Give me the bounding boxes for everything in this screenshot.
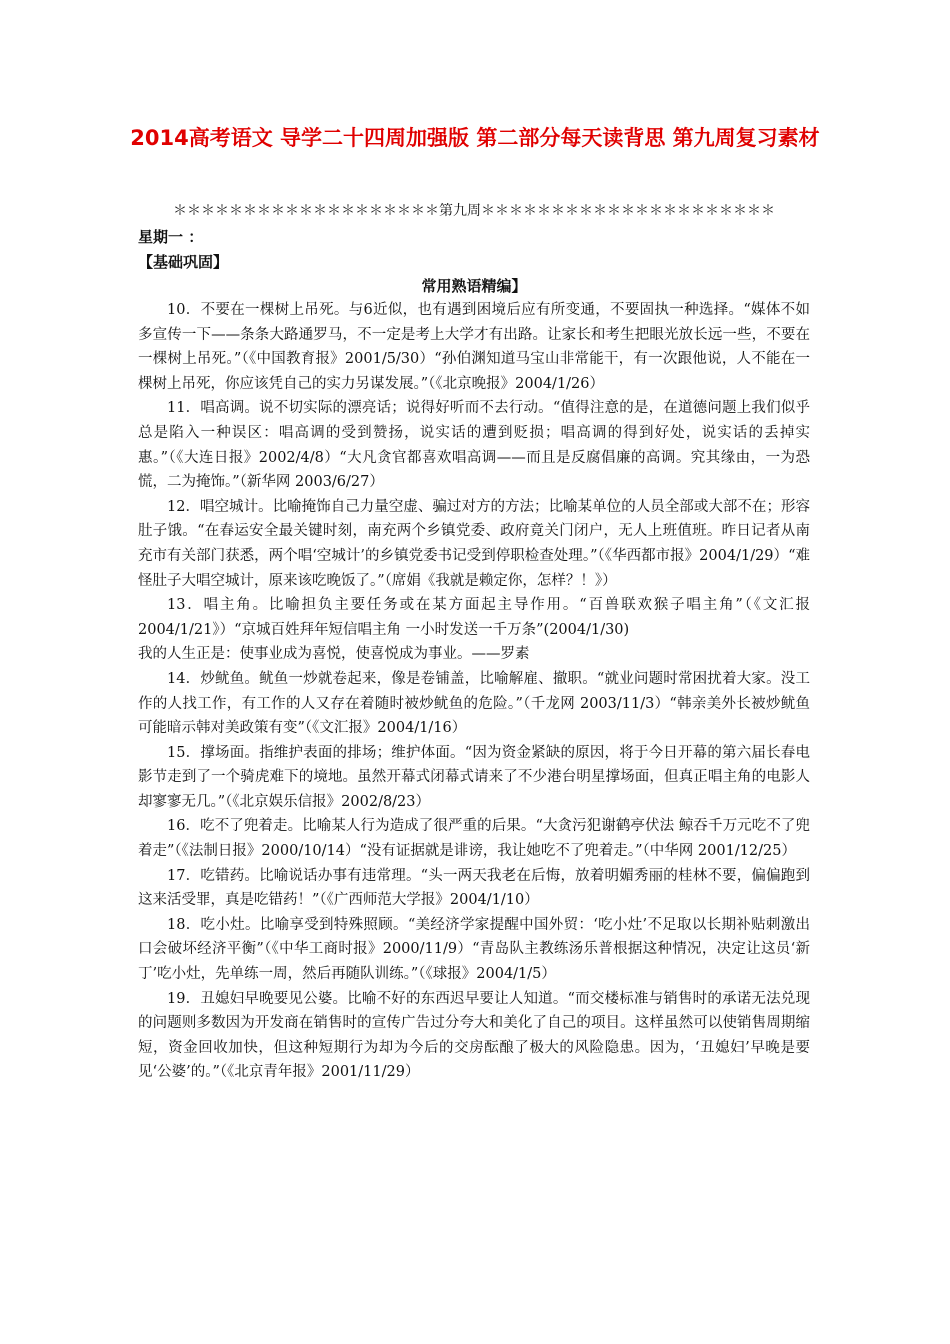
document-body [138,298,810,1085]
paragraph-idiom-15: 15．撑场面。指维护表面的排场；维护体面。“因为资金紧缺的原因，将于今日开幕的第六届长春电影节走到了一个骑虎难下的境地。虽然开幕式闭幕式请来了不少港台明星撑场面，但真正唱主角的电影人却寥寥无几。”（《北京娱乐信报》2002/8/23） [138,744,810,810]
paragraph-idiom-12: 12．唱空城计。比喻掩饰自己力量空虚、骗过对方的方法；比喻某单位的人员全部或大部不在；形容肚子饿。“在春运安全最关键时刻，南充两个乡镇党委、政府竟关门闭户，无人上班值班。昨日记者从南充市有关部门获悉，两个唱‘空城计’的乡镇党委书记受到停职检查处理。”（《华西都市报》2004/1/29）“难怪肚子大唱空城计，原来该吃晚饭了。”（席娟《我就是赖定你，怎样？！》） [138,498,810,589]
day-heading: 星期一 ： [138,228,204,246]
paragraph-idiom-18: 18．吃小灶。比喻享受到特殊照顾。“美经济学家提醒中国外贸：‘吃小灶’不足取以长期补贴刺激出口会破坏经济平衡”（《中华工商时报》2000/11/9）“青岛队主教练汤乐普根据这种情况，决定让这员‘新丁’吃小灶，先单练一周，然后再随队训练。”（《球报》2004/1/5） [138,916,810,983]
paragraph-idiom-10: 10．不要在一棵树上吊死。与6近似，也有遇到困境后应有所变通，不要固执一种选择。“媒体不如多宣传一下——条条大路通罗马，不一定是考上大学才有出路。让家长和考生把眼光放长远一些，不要在一棵树上吊死。”（《中国教育报》2001/5/30）“孙伯渊知道马宝山非常能干，有一次跟他说，人不能在一棵树上吊死，你应该凭自己的实力另谋发展。”（《北京晚报》2004/1/26） [138,302,810,392]
paragraph-idiom-17: 17．吃错药。比喻说话办事有违常理。“头一两天我老在后悔，放着明媚秀丽的桂林不要，偏偏跑到这来活受罪，真是吃错药！”（《广西师范大学报》2004/1/10） [138,867,810,909]
document-title: 2014高考语文 导学二十四周加强版 第二部分每天读背思 第九周复习素材 [130,126,820,150]
week-divider: ＊＊＊＊＊＊＊＊＊＊＊＊＊＊＊＊＊＊＊第九周＊＊＊＊＊＊＊＊＊＊＊＊＊＊＊＊＊＊＊＊＊ [173,203,775,219]
paragraph-idiom-16: 16．吃不了兜着走。比喻某人行为造成了很严重的后果。“大贪污犯谢鹤亭伏法 鲸吞千万元吃不了兜着走”（《法制日报》2000/10/14）“没有证据就是诽谤，我让她吃不了兜着走。”（中华网 2001/12/25） [138,818,810,860]
paragraph-idiom-13: 13．唱主角。比喻担负主要任务或在某方面起主导作用。“百兽联欢猴子唱主角”（《文汇报 2004/1/21》）“京城百姓拜年短信唱主角 一小时发送一千万条”(2004/1/30) [138,597,810,638]
paragraph-idiom-14: 14．炒鱿鱼。鱿鱼一炒就卷起来，像是卷铺盖，比喻解雇、撤职。“就业问题时常困扰着大家。没工作的人找工作，有工作的人又存在着随时被炒鱿鱼的危险。”（千龙网 2003/11/3）“韩亲美外长被炒鱿鱼 可能暗示韩对美政策有变”（《文汇报》2004/1/16） [138,670,810,737]
paragraph-idiom-11: 11．唱高调。说不切实际的漂亮话；说得好听而不去行动。“值得注意的是，在道德问题上我们似乎总是陷入一种误区：唱高调的受到赞扬，说实话的遭到贬损；唱高调的得到好处，说实话的丢掉实惠。”（《大连日报》2002/4/8）“大凡贪官都喜欢唱高调——而且是反腐倡廉的高调。究其缘由，一为恐慌，二为掩饰。”（新华网 2003/6/27） [138,400,810,491]
quote-line: 我的人生正是：使事业成为喜悦，使喜悦成为事业。——罗素 [138,646,530,663]
paragraph-idiom-19: 19．丑媳妇早晚要见公婆。比喻不好的东西迟早要让人知道。“而交楼标准与销售时的承诺无法兑现的问题则多数因为开发商在销售时的宣传广告过分夸大和美化了自己的项目。这样虽然可以使销售周期缩短，资金回收加快，但这种短期行为却为今后的交房酝酿了极大的风险隐患。因为，‘丑媳妇’早晚是要见‘公婆’的。”（《北京青年报》2001/11/29） [138,990,810,1081]
section-heading: 【基础巩固】 [138,253,229,271]
section-subtitle: 常用熟语精编】 [421,277,527,295]
